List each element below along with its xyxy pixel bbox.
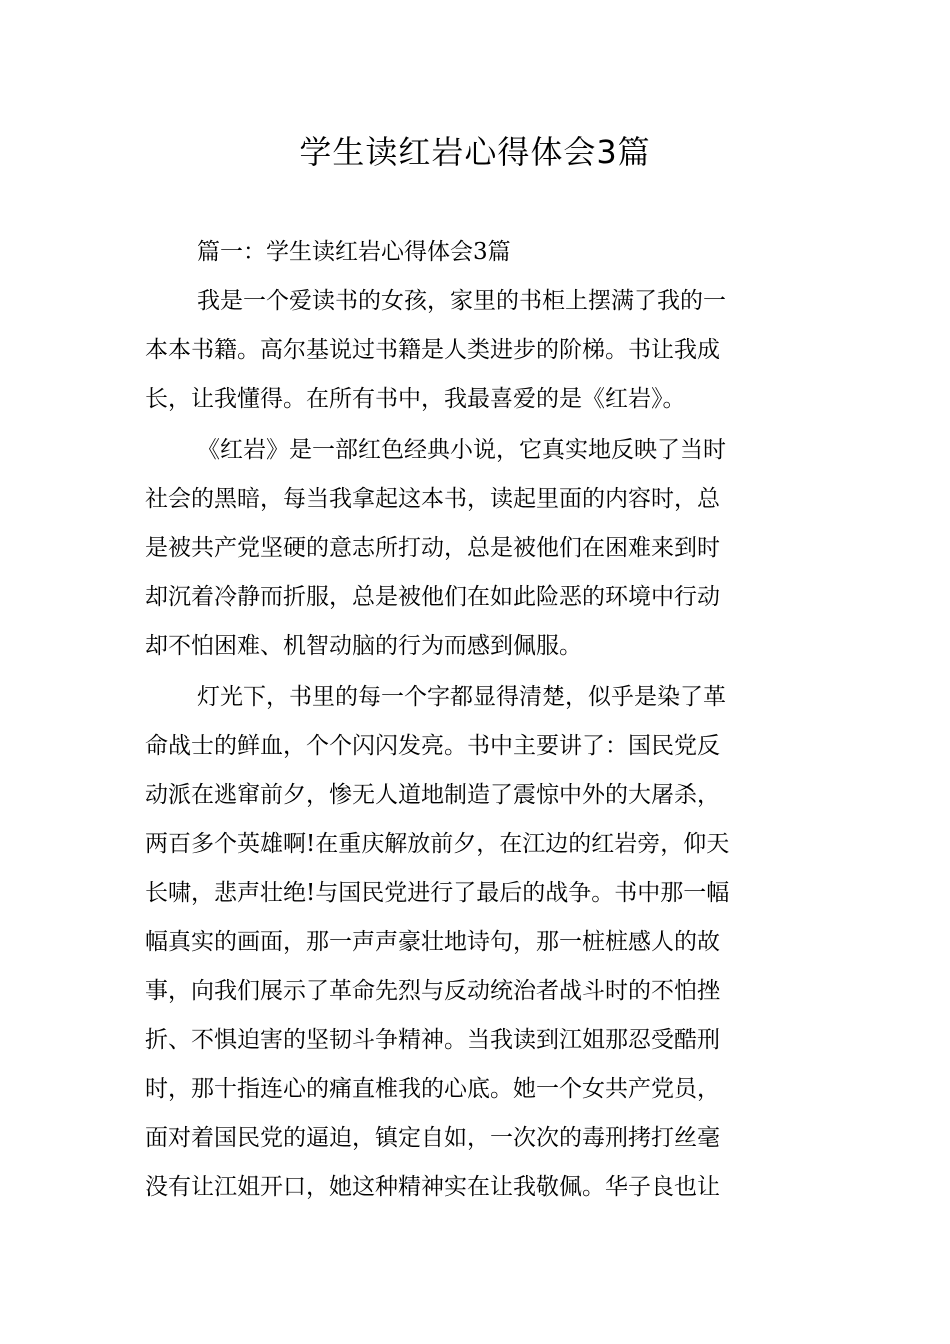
text-line: 幅真实的画面，那一声声豪壮地诗句，那一桩桩感人的故 [145, 929, 720, 955]
text-line: 灯光下，书里的每一个字都显得清楚，似乎是染了革 [197, 684, 726, 710]
paragraph-2 [145, 426, 807, 671]
text-line: 本本书籍。高尔基说过书籍是人类进步的阶梯。书让我成 [145, 337, 720, 363]
text-line: 长，让我懂得。在所有书中，我最喜爱的是《红岩》。 [145, 386, 686, 412]
paragraph-1 [145, 277, 807, 424]
text-line: 命战士的鲜血，个个闪闪发亮。书中主要讲了：国民党反 [145, 733, 720, 759]
text-line: 却不怕困难、机智动脑的行为而感到佩服。 [145, 633, 582, 659]
text-line: 《红岩》是一部红色经典小说，它真实地反映了当时 [197, 437, 726, 463]
document-title: 学生读红岩心得体会3篇 [299, 133, 651, 171]
text-line: 是被共产党坚硬的意志所打动，总是被他们在困难来到时 [145, 535, 720, 561]
section-heading: 篇一：学生读红岩心得体会3篇 [197, 239, 511, 265]
text-line: 社会的黑暗，每当我拿起这本书，读起里面的内容时，总 [145, 486, 720, 512]
text-line: 没有让江姐开口，她这种精神实在让我敬佩。华子良也让 [145, 1174, 720, 1200]
text-line: 事，向我们展示了革命先烈与反动统治者战斗时的不怕挫 [145, 978, 720, 1004]
text-line: 折、不惧迫害的坚韧斗争精神。当我读到江姐那忍受酷刑 [145, 1027, 720, 1053]
paragraph-3 [145, 673, 807, 1212]
text-line: 时，那十指连心的痛直椎我的心底。她一个女共产党员， [145, 1076, 720, 1102]
text-line: 我是一个爱读书的女孩，家里的书柜上摆满了我的一 [197, 288, 726, 314]
document-body [145, 228, 807, 1212]
text-line: 长啸，悲声壮绝!与国民党进行了最后的战争。书中那一幅 [145, 880, 730, 906]
text-line: 动派在逃窜前夕，惨无人道地制造了震惊中外的大屠杀， [145, 782, 720, 808]
text-line: 两百多个英雄啊!在重庆解放前夕，在江边的红岩旁，仰天 [145, 831, 730, 857]
text-line: 却沉着冷静而折服，总是被他们在如此险恶的环境中行动 [145, 584, 720, 610]
text-line: 面对着国民党的逼迫，镇定自如，一次次的毒刑拷打丝毫 [145, 1125, 720, 1151]
